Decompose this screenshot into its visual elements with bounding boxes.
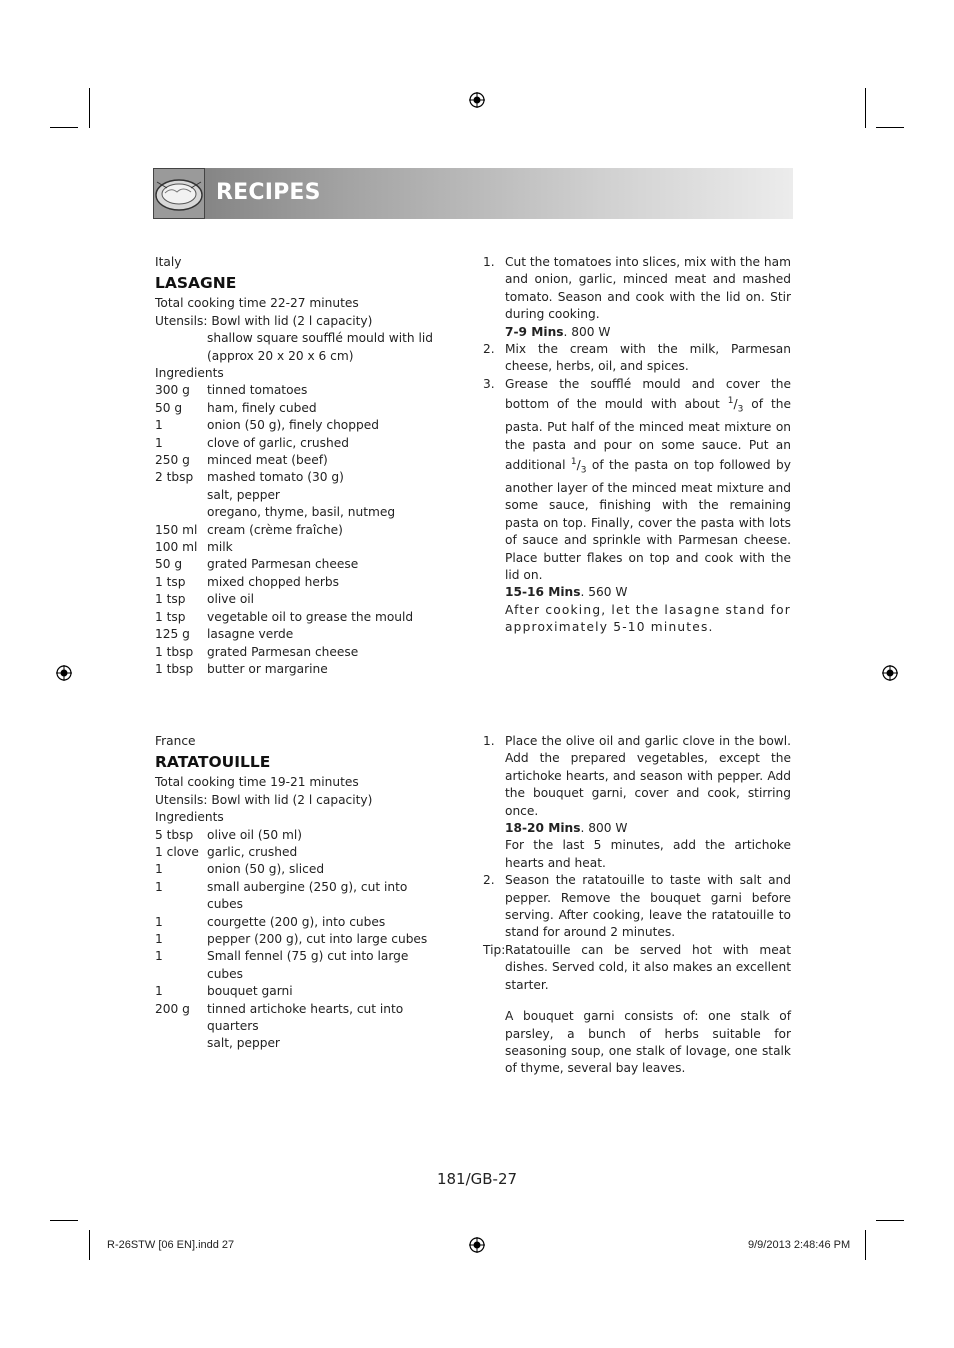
ingredient-description: bouquet garni [207, 984, 293, 999]
ingredient-row [155, 522, 445, 539]
step-text: Cut the tomatoes into slices, mix with the ham and onion, garlic, minced meat and mashed tomato. Season and cook with the lid on. Stir during cooking. [505, 255, 791, 322]
footer-date: 9/9/2013 2:48:46 PM [748, 1239, 851, 1251]
ingredient-description: Small fennel (75 g) cut into large cubes [207, 949, 409, 981]
ingredient-row [155, 626, 445, 643]
ingredient-row [155, 609, 445, 626]
ingredient-description: minced meat (beef) [207, 453, 328, 468]
ingredient-row [155, 435, 445, 452]
ingredient-quantity: 1 [155, 879, 163, 894]
ingredient-row [155, 417, 445, 434]
lasagne-country: Italy [155, 255, 182, 269]
lasagne-step-3 [483, 376, 791, 637]
crop-mark [876, 1220, 904, 1221]
ingredient-row [155, 469, 445, 486]
ratatouille-ingredient-list [155, 827, 445, 1053]
step-time-value: 18-20 Mins [505, 821, 581, 836]
ratatouille-tip [483, 942, 791, 994]
ingredient-quantity: 125 g [155, 627, 190, 642]
ingredient-description: salt, pepper [207, 1036, 280, 1051]
ingredient-quantity: 1 [155, 984, 163, 999]
ingredient-description: mashed tomato (30 g) [207, 470, 344, 485]
ingredient-quantity: 1 tbsp [155, 661, 194, 676]
ingredient-quantity: 1 [155, 435, 163, 450]
lasagne-utensils-3: (approx 20 x 20 x 6 cm) [207, 348, 354, 363]
ingredient-row [155, 861, 445, 878]
crop-mark [50, 1220, 78, 1221]
ingredient-quantity: 1 [155, 949, 163, 964]
ingredient-row [155, 948, 445, 983]
ingredient-description: courgette (200 g), into cubes [207, 914, 386, 929]
step-power: . 800 W [580, 821, 628, 836]
lasagne-ingredients-label: Ingredients [155, 366, 224, 381]
page-title: RECIPES [216, 180, 321, 205]
ingredient-description: lasagne verde [207, 627, 294, 642]
step-time-value: 15-16 Mins [505, 585, 581, 600]
step-text: Season the ratatouille to taste with salt and pepper. Remove the bouquet garni before serving. After cooking, leave the ratatouille to stand for around 2 minutes. [505, 873, 791, 940]
ingredient-quantity: 200 g [155, 1001, 190, 1016]
step-time [505, 820, 791, 837]
ratatouille-ingredients [155, 733, 445, 1053]
ingredient-quantity: 5 tbsp [155, 827, 194, 842]
crop-mark [876, 127, 904, 128]
ingredient-quantity: 150 ml [155, 522, 198, 537]
ingredient-description: olive oil [207, 592, 255, 607]
crop-mark [865, 1230, 866, 1260]
ingredient-row [155, 382, 445, 399]
ratatouille-utensils: Utensils: Bowl with lid (2 l capacity) [155, 792, 373, 807]
ingredient-quantity: 1 tsp [155, 592, 186, 607]
ingredient-quantity: 2 tbsp [155, 470, 194, 485]
fraction-denominator: 3 [580, 465, 587, 476]
step-number: 1. [483, 734, 495, 748]
ingredient-quantity: 100 ml [155, 540, 198, 555]
ingredient-quantity: 1 clove [155, 845, 199, 860]
step-time-value: 7-9 Mins [505, 324, 564, 339]
registration-mark-icon [882, 665, 898, 681]
ingredient-row [155, 452, 445, 469]
ingredient-quantity: 1 tsp [155, 574, 186, 589]
crop-mark [50, 127, 78, 128]
fraction-denominator: 3 [737, 404, 744, 415]
ingredient-description: vegetable oil to grease the mould [207, 609, 414, 624]
ingredient-row [155, 400, 445, 417]
step-time [505, 324, 791, 341]
ingredient-row [155, 1035, 445, 1052]
ingredient-row [155, 661, 445, 678]
registration-mark-icon [469, 1237, 485, 1253]
ingredient-description: grated Parmesan cheese [207, 557, 359, 572]
ingredient-quantity: 1 [155, 418, 163, 433]
ingredient-row [155, 556, 445, 573]
ingredient-description: milk [207, 540, 233, 555]
ingredient-description: olive oil (50 ml) [207, 827, 303, 842]
ingredient-row [155, 591, 445, 608]
step-power: . 560 W [580, 585, 628, 600]
ingredient-description: grated Parmesan cheese [207, 644, 359, 659]
ingredient-description: mixed chopped herbs [207, 574, 339, 589]
ingredient-description: onion (50 g), finely chopped [207, 418, 379, 433]
ingredient-quantity [155, 504, 207, 521]
ingredient-quantity: 1 tbsp [155, 644, 194, 659]
ingredient-description: oregano, thyme, basil, nutmeg [207, 505, 396, 520]
step-text: Grease the soufflé mould and cover the bottom of the mould with about $^1/_3$ of the pasta. Put half of the minced meat mixture on the pasta and pour on some sauce. Put an additional $^1/_3$ of the pasta on top followed by another layer of the minced meat mixture and some sauce, finishing with the remaining pasta on top. Finally, cover the pasta with lots of sauce and sprinkle with Parmesan cheese. Place butter flakes on top and cook with the lid on. [505, 376, 792, 582]
footer-file: R-26STW [06 EN].indd 27 [107, 1239, 235, 1251]
ingredient-row [155, 931, 445, 948]
ingredient-description: pepper (200 g), cut into large cubes [207, 932, 428, 947]
ingredient-quantity: 300 g [155, 383, 190, 398]
ingredient-row [155, 539, 445, 556]
step-text: Mix the cream with the milk, Parmesan cheese, herbs, oil, and spices. [505, 342, 791, 374]
lasagne-step-2 [483, 341, 791, 376]
ratatouille-method [483, 733, 791, 1078]
ingredient-description: tinned tomatoes [207, 383, 308, 398]
fraction-numerator: 1 [727, 396, 734, 407]
step-text-part: of the pasta. Put half of the minced meat mixture on the pasta and pour on some sauce. Put an additional [505, 397, 791, 473]
ingredient-quantity: 50 g [155, 557, 183, 572]
ingredient-row [155, 504, 445, 521]
ingredient-row [155, 827, 445, 844]
ingredient-row [155, 879, 445, 914]
ratatouille-note [483, 1008, 791, 1078]
ingredient-row [155, 644, 445, 661]
lasagne-title: LASAGNE [155, 274, 237, 293]
ingredient-quantity [155, 487, 207, 504]
lasagne-method [483, 254, 791, 637]
ratatouille-total-time: Total cooking time 19-21 minutes [155, 775, 359, 790]
tip-label: Tip: [483, 942, 506, 957]
recipes-banner [153, 168, 793, 219]
ratatouille-ingredients-label: Ingredients [155, 810, 224, 825]
registration-mark-icon [469, 92, 485, 108]
crop-mark [89, 1230, 90, 1260]
ingredient-description: salt, pepper [207, 487, 280, 502]
lasagne-ingredients [155, 254, 445, 678]
ingredient-row [155, 983, 445, 1000]
lasagne-total-time: Total cooking time 22-27 minutes [155, 296, 359, 311]
ingredient-row [155, 914, 445, 931]
ingredient-quantity: 1 tsp [155, 609, 186, 624]
ratatouille-country: France [155, 734, 196, 748]
ingredient-quantity: 1 [155, 932, 163, 947]
step-number: 1. [483, 255, 495, 269]
step-number: 3. [483, 376, 495, 391]
crop-mark [89, 88, 90, 128]
ingredient-description: small aubergine (250 g), cut into cubes [207, 879, 408, 912]
fraction-numerator: 1 [570, 456, 577, 467]
crop-mark [865, 88, 866, 128]
step-power: . 800 W [563, 324, 611, 339]
tip-text: Ratatouille can be served hot with meat dishes. Served cold, it also makes an excellent starter. [505, 942, 791, 992]
step-time [505, 584, 791, 601]
ratatouille-step-2 [483, 872, 791, 942]
ingredient-row [155, 574, 445, 591]
ingredient-quantity: 1 [155, 862, 163, 877]
lasagne-step-1 [483, 254, 791, 341]
lasagne-ingredient-list [155, 382, 445, 678]
step-number: 2. [483, 342, 495, 357]
ingredient-description: tinned artichoke hearts, cut into quarters [207, 1001, 404, 1034]
ingredient-row [155, 844, 445, 861]
step-text: Place the olive oil and garlic clove in the bowl. Add the prepared vegetables, except the artichoke hearts, and season with pepper. Add the bouquet garni, cover and cook, stirring once. [505, 734, 791, 818]
step-text-part: Grease the soufflé mould and cover the bottom of the mould with about [505, 376, 791, 412]
ingredient-quantity: 250 g [155, 453, 190, 468]
step-text-part: of the pasta on top followed by another layer of the minced meat mixture and some sauce, finishing with the remaining pasta on top. Finally, cover the pasta with lots of sauce and sprinkle with Parmesan cheese. Place butter flakes on top and cook with the lid on. [505, 458, 792, 582]
step-after: For the last 5 minutes, add the artichoke hearts and heat. [505, 838, 791, 870]
lasagne-utensils: Utensils: Bowl with lid (2 l capacity) [155, 313, 373, 328]
ingredient-description: onion (50 g), sliced [207, 862, 325, 877]
ingredient-description: ham, finely cubed [207, 400, 317, 415]
ingredient-description: cream (crème fraîche) [207, 522, 343, 537]
ingredient-description: garlic, crushed [207, 845, 298, 860]
step-after: After cooking, let the lasagne stand for approximately 5-10 minutes. [505, 602, 792, 635]
ingredient-row [155, 1001, 445, 1036]
ingredient-row [155, 487, 445, 504]
dish-icon [153, 168, 205, 219]
ingredient-quantity: 1 [155, 914, 163, 929]
page-number: 181/GB-27 [436, 1170, 518, 1188]
ingredient-quantity [155, 1035, 207, 1052]
registration-mark-icon [56, 665, 72, 681]
ingredient-description: butter or margarine [207, 661, 328, 676]
ingredient-quantity: 50 g [155, 400, 183, 415]
ratatouille-title: RATATOUILLE [155, 753, 271, 772]
lasagne-utensils-2: shallow square soufflé mould with lid [207, 331, 433, 346]
ratatouille-step-1 [483, 733, 791, 872]
ingredient-description: clove of garlic, crushed [207, 435, 349, 450]
note-text: A bouquet garni consists of: one stalk of parsley, a bunch of herbs suitable for seasoning soup, one stalk of lovage, one stalk of thyme, several bay leaves. [505, 1009, 791, 1076]
step-number: 2. [483, 873, 495, 888]
